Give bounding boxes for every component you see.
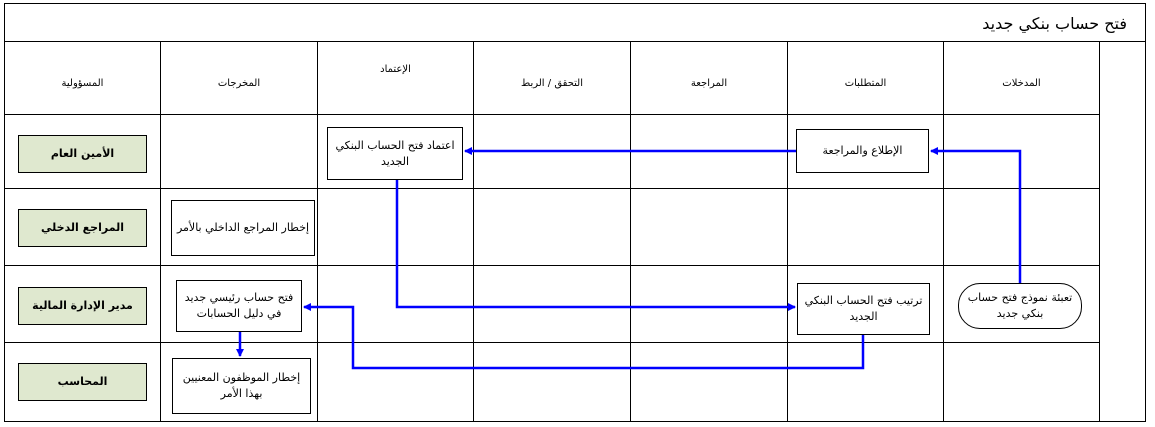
approve-account-box: اعتماد فتح الحساب البنكي الجديد (327, 127, 463, 180)
fill-form-terminal: تعبئة نموذج فتح حساب بنكي جديد (958, 283, 1082, 329)
review-box: الإطلاع والمراجعة (796, 129, 929, 173)
arrow-approve-to-arrange (397, 180, 795, 307)
notify-staff-box: إخطار الموظفون المعنيين بهذا الأمر (172, 358, 311, 414)
arrow-form-to-review (931, 151, 1020, 283)
open-main-account-box: فتح حساب رئيسي جديد في دليل الحسابات (176, 280, 302, 332)
diagram-title: فتح حساب بنكي جديد (982, 14, 1127, 33)
notify-auditor-box: إخطار المراجع الداخلي بالأمر (171, 200, 315, 256)
header-responsibility: المسؤولية (61, 78, 104, 89)
header-verify: التحقق / الربط (520, 78, 584, 89)
arrange-account-box: ترتيب فتح الحساب البنكي الجديد (797, 283, 930, 335)
header-inputs: المدخلات (1002, 78, 1041, 89)
arrow-arrange-to-open-account (304, 307, 863, 368)
header-review: المراجعة (690, 78, 728, 89)
role-accountant: المحاسب (18, 363, 147, 401)
header-outputs: المخرجات (217, 78, 261, 89)
header-requirements: المتطلبات (844, 78, 887, 89)
role-finance-director: مدير الإدارة المالية (18, 287, 147, 325)
role-internal-auditor: المراجع الدخلي (18, 209, 147, 247)
role-secretary-general: الأمين العام (18, 135, 147, 173)
header-approval: الإعتماد (380, 64, 411, 75)
